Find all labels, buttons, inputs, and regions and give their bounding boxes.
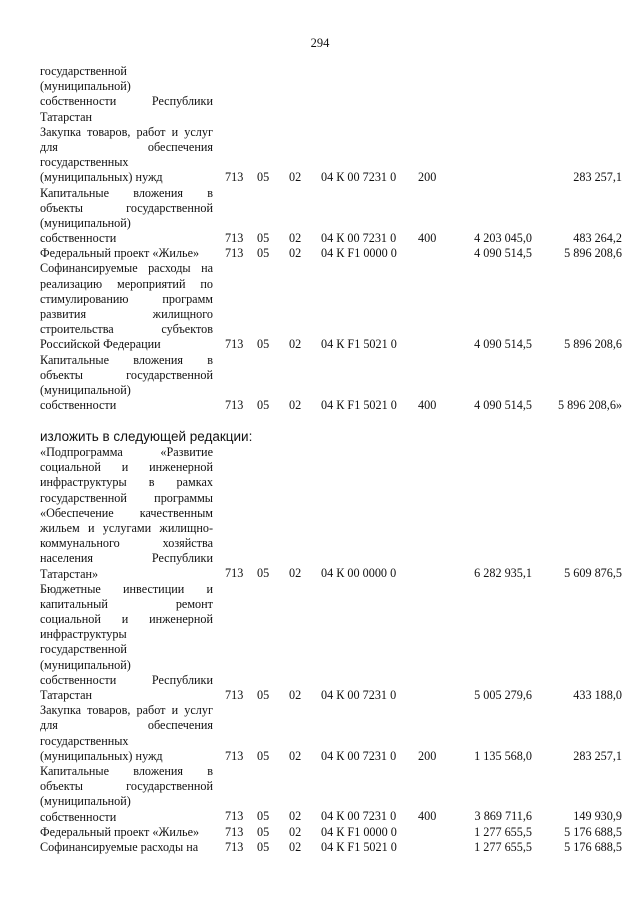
amount-year-1: 1 277 655,5 bbox=[474, 839, 532, 854]
expense-type-code: 400 bbox=[418, 398, 437, 413]
table-row bbox=[0, 703, 640, 764]
row-name-line: Татарстан» bbox=[40, 566, 99, 581]
row-name bbox=[40, 353, 213, 414]
table-row bbox=[0, 445, 640, 582]
target-article-code: 04 К 00 7231 0 bbox=[321, 748, 397, 763]
row-name-line: объекты государственной bbox=[40, 779, 213, 794]
row-name-line: Софинансируемые расходы на bbox=[40, 839, 199, 854]
grbs-code: 713 bbox=[225, 231, 244, 246]
row-name-line: (муниципальной) bbox=[40, 382, 131, 397]
subsection-code: 02 bbox=[289, 170, 302, 185]
row-name-line: собственности Республики bbox=[40, 672, 213, 687]
row-name-line: для обеспечения bbox=[40, 139, 213, 154]
table-row bbox=[0, 825, 640, 840]
section-code: 05 bbox=[257, 246, 270, 261]
table-row bbox=[0, 246, 640, 261]
subsection-code: 02 bbox=[289, 824, 302, 839]
row-name-line: Российской Федерации bbox=[40, 337, 161, 352]
row-name bbox=[40, 764, 213, 825]
expense-type-code: 400 bbox=[418, 231, 437, 246]
grbs-code: 713 bbox=[225, 809, 244, 824]
row-name-line: «Подпрограмма «Развитие bbox=[40, 445, 213, 459]
page-number: 294 bbox=[310, 36, 330, 50]
row-name bbox=[40, 261, 213, 352]
grbs-code: 713 bbox=[225, 170, 244, 185]
row-name-line: (муниципальных) нужд bbox=[40, 170, 163, 185]
target-article-code: 04 К 00 7231 0 bbox=[321, 170, 397, 185]
section-code: 05 bbox=[257, 809, 270, 824]
row-name-line: Капитальные вложения в bbox=[40, 763, 213, 778]
section-code: 05 bbox=[257, 398, 270, 413]
target-article-code: 04 К 00 7231 0 bbox=[321, 687, 397, 702]
amount-year-2: 5 896 208,6 bbox=[564, 337, 622, 352]
row-name-line: собственности Республики bbox=[40, 94, 213, 109]
row-name-line: объекты государственной bbox=[40, 200, 213, 215]
row-name-line: (муниципальной) bbox=[40, 79, 131, 94]
row-name-line: государственной программы bbox=[40, 490, 213, 505]
row-name-line: развития жилищного bbox=[40, 307, 213, 321]
row-name-line: реализацию мероприятий по bbox=[40, 276, 213, 291]
amount-year-2: 5 896 208,6 bbox=[564, 246, 622, 261]
target-article-code: 04 К F1 5021 0 bbox=[321, 839, 397, 854]
amount-year-1: 1 277 655,5 bbox=[474, 824, 532, 839]
amount-year-1: 4 090 514,5 bbox=[474, 337, 532, 352]
expense-type-code: 400 bbox=[418, 809, 437, 824]
row-name-line: строительства субъектов bbox=[40, 322, 213, 337]
subsection-code: 02 bbox=[289, 748, 302, 763]
row-name-line: капитальный ремонт bbox=[40, 596, 213, 611]
subsection-code: 02 bbox=[289, 231, 302, 246]
row-name-line: Федеральный проект «Жилье» bbox=[40, 824, 200, 839]
section-code: 05 bbox=[257, 824, 270, 839]
amount-year-2: 5 176 688,5 bbox=[564, 824, 622, 839]
subsection-code: 02 bbox=[289, 566, 302, 581]
section-code: 05 bbox=[257, 748, 270, 763]
amount-year-2: 5 609 876,5 bbox=[564, 566, 622, 581]
amount-year-1: 4 203 045,0 bbox=[474, 231, 532, 246]
row-name-line: инфраструктуры bbox=[40, 627, 127, 642]
amount-year-2: 5 896 208,6» bbox=[558, 398, 622, 413]
row-name-line: собственности bbox=[40, 398, 117, 413]
amount-year-2: 149 930,9 bbox=[573, 809, 622, 824]
table-row bbox=[0, 64, 640, 125]
amount-year-2: 5 176 688,5 bbox=[564, 839, 622, 854]
row-name bbox=[40, 186, 213, 247]
row-name bbox=[40, 825, 213, 840]
row-name-line: (муниципальной) bbox=[40, 215, 131, 230]
target-article-code: 04 К F1 0000 0 bbox=[321, 246, 397, 261]
subsection-code: 02 bbox=[289, 398, 302, 413]
expense-type-code: 200 bbox=[418, 170, 437, 185]
target-article-code: 04 К F1 5021 0 bbox=[321, 398, 397, 413]
amount-year-1: 6 282 935,1 bbox=[474, 566, 532, 581]
table-row bbox=[0, 125, 640, 186]
table-row bbox=[0, 582, 640, 704]
table-row bbox=[0, 186, 640, 247]
budget-table-new bbox=[0, 445, 640, 855]
table-row bbox=[0, 764, 640, 825]
row-name-line: социальной и инженерной bbox=[40, 612, 213, 627]
subsection-code: 02 bbox=[289, 839, 302, 854]
row-name-line: Закупка товаров, работ и услуг bbox=[40, 703, 213, 718]
row-name bbox=[40, 125, 213, 186]
row-name-line: Татарстан bbox=[40, 688, 93, 702]
row-name-line: Капитальные вложения в bbox=[40, 185, 213, 200]
budget-table-old bbox=[0, 64, 640, 413]
section-code: 05 bbox=[257, 839, 270, 854]
grbs-code: 713 bbox=[225, 748, 244, 763]
amount-year-2: 283 257,1 bbox=[573, 748, 622, 763]
row-name-line: Бюджетные инвестиции и bbox=[40, 581, 213, 596]
amount-year-1: 4 090 514,5 bbox=[474, 246, 532, 261]
row-name-line: государственных bbox=[40, 155, 129, 170]
amount-year-1: 5 005 279,6 bbox=[474, 687, 532, 702]
grbs-code: 713 bbox=[225, 687, 244, 702]
row-name-line: стимулированию программ bbox=[40, 291, 213, 306]
section-code: 05 bbox=[257, 687, 270, 702]
grbs-code: 713 bbox=[225, 824, 244, 839]
row-name-line: объекты государственной bbox=[40, 367, 213, 382]
grbs-code: 713 bbox=[225, 566, 244, 581]
row-name-line: для обеспечения bbox=[40, 718, 213, 733]
subsection-code: 02 bbox=[289, 809, 302, 824]
amount-year-2: 283 257,1 bbox=[573, 170, 622, 185]
row-name-line: собственности bbox=[40, 231, 117, 246]
row-name-line: Закупка товаров, работ и услуг bbox=[40, 124, 213, 139]
amount-year-2: 433 188,0 bbox=[573, 687, 622, 702]
row-name bbox=[40, 582, 213, 704]
row-name bbox=[40, 246, 213, 261]
amendment-heading: изложить в следующей редакции: bbox=[40, 429, 253, 444]
row-name-line: (муниципальной) bbox=[40, 657, 131, 672]
row-name-line: государственных bbox=[40, 733, 129, 748]
row-name bbox=[40, 445, 213, 582]
row-name-line: инфраструктуры в рамках bbox=[40, 475, 213, 490]
target-article-code: 04 К F1 5021 0 bbox=[321, 337, 397, 352]
subsection-code: 02 bbox=[289, 246, 302, 261]
row-name-line: (муниципальных) нужд bbox=[40, 748, 163, 763]
row-name-line: «Обеспечение качественным bbox=[40, 505, 213, 520]
row-name bbox=[40, 703, 213, 764]
row-name-line: (муниципальной) bbox=[40, 794, 131, 809]
amount-year-1: 3 869 711,6 bbox=[474, 809, 532, 824]
row-name-line: Софинансируемые расходы на bbox=[40, 261, 213, 276]
table-row bbox=[0, 840, 640, 855]
section-code: 05 bbox=[257, 337, 270, 352]
target-article-code: 04 К 00 0000 0 bbox=[321, 566, 397, 581]
row-name-line: Федеральный проект «Жилье» bbox=[40, 246, 200, 261]
table-row bbox=[0, 353, 640, 414]
grbs-code: 713 bbox=[225, 246, 244, 261]
section-code: 05 bbox=[257, 231, 270, 246]
row-name-line: государственной bbox=[40, 64, 127, 78]
section-code: 05 bbox=[257, 566, 270, 581]
subsection-code: 02 bbox=[289, 337, 302, 352]
target-article-code: 04 К 00 7231 0 bbox=[321, 231, 397, 246]
target-article-code: 04 К 00 7231 0 bbox=[321, 809, 397, 824]
row-name-line: Татарстан bbox=[40, 109, 93, 124]
table-row bbox=[0, 261, 640, 352]
expense-type-code: 200 bbox=[418, 748, 437, 763]
grbs-code: 713 bbox=[225, 839, 244, 854]
row-name-line: социальной и инженерной bbox=[40, 460, 213, 475]
section-code: 05 bbox=[257, 170, 270, 185]
grbs-code: 713 bbox=[225, 398, 244, 413]
row-name bbox=[40, 840, 213, 855]
row-name-line: жильем и услугами жилищно- bbox=[40, 520, 213, 535]
row-name-line: собственности bbox=[40, 809, 117, 824]
grbs-code: 713 bbox=[225, 337, 244, 352]
amount-year-1: 4 090 514,5 bbox=[474, 398, 532, 413]
row-name-line: государственной bbox=[40, 642, 127, 657]
amount-year-2: 483 264,2 bbox=[573, 231, 622, 246]
row-name-line: населения Республики bbox=[40, 551, 213, 566]
amount-year-1: 1 135 568,0 bbox=[474, 748, 532, 763]
row-name-line: Капитальные вложения в bbox=[40, 352, 213, 367]
subsection-code: 02 bbox=[289, 687, 302, 702]
row-name bbox=[40, 64, 213, 125]
target-article-code: 04 К F1 0000 0 bbox=[321, 824, 397, 839]
row-name-line: коммунального хозяйства bbox=[40, 536, 213, 551]
